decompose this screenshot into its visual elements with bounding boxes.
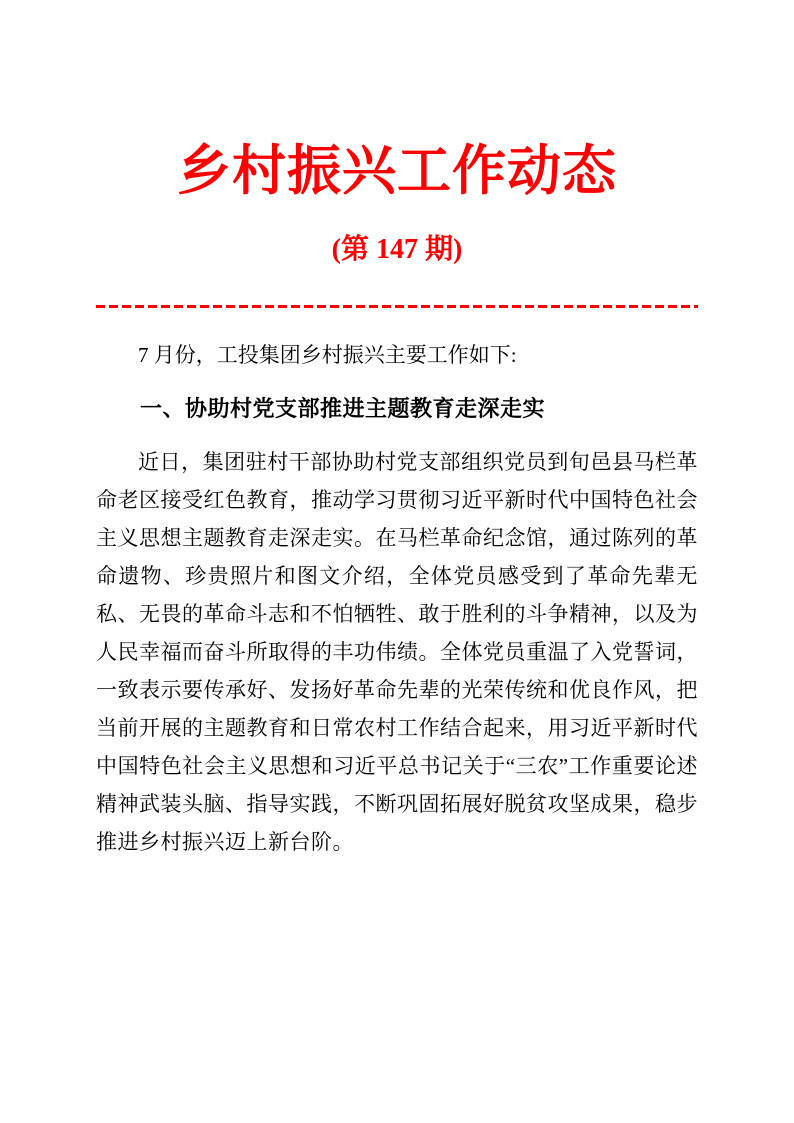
document-title: 乡村振兴工作动态: [177, 141, 617, 201]
dashed-separator: [96, 305, 698, 308]
issue-number: (第 147 期): [331, 234, 463, 265]
intro-paragraph: 7 月份，工投集团乡村振兴主要工作如下:: [138, 343, 517, 367]
section-heading: 一、协助村党支部推进主题教育走深走实: [140, 396, 546, 421]
section-body-paragraph: 近日，集团驻村干部协助村党支部组织党员到旬邑县马栏革命老区接受红色教育，推动学习贯彻习近平新时代中国特色社会主义思想主题教育走深走实。在马栏革命纪念馆，通过陈列的革命遗物、珍贵照片和图文介绍，全体党员感受到了革命先辈无私、无畏的革命斗志和不怕牺牲、敢于胜利的斗争精神，以及为人民幸福而奋斗所取得的丰功伟绩。全体党员重温了入党誓词，一致表示要传承好、发扬好革命先辈的光荣传统和优良作风，把当前开展的主题教育和日常农村工作结合起来，用习近平新时代中国特色社会主义思想和习近平总书记关于“三农”工作重要论述精神武装头脑、指导实践，不断巩固拓展好脱贫攻坚成果，稳步推进乡村振兴迈上新台阶。: [96, 450, 698, 854]
